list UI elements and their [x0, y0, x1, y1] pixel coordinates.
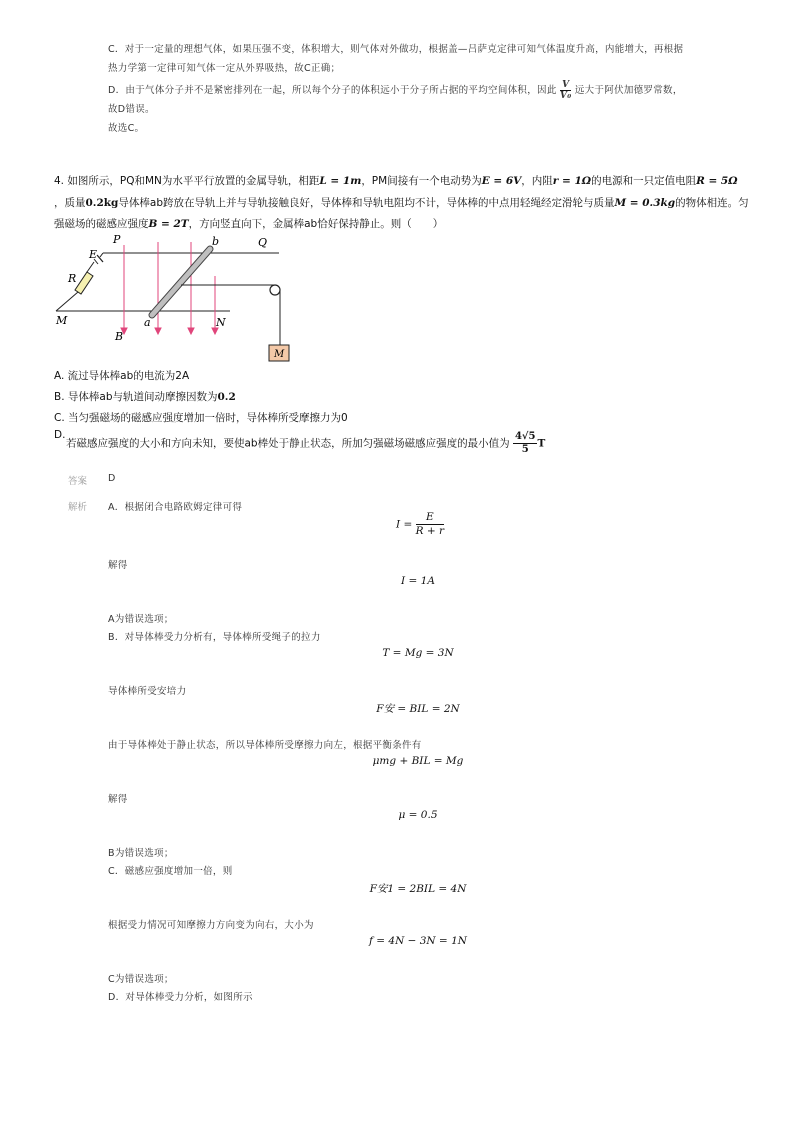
circuit-figure — [54, 232, 292, 364]
wire-segment — [87, 262, 94, 272]
equation-current: I = 1A — [401, 575, 435, 587]
label-b: b — [212, 235, 220, 248]
analysis-a-intro: A．根据闭合电路欧姆定律可得 — [108, 502, 243, 513]
label-P: P — [113, 233, 121, 246]
option-b-text: B. 导体棒ab与轨道间动摩擦因数为 — [54, 391, 218, 403]
prev-solution-d-line2: 故D错误。 — [108, 104, 155, 115]
prev-solution-d-pre: D．由于气体分子并不是紧密排列在一起，所以每个分子的体积远小于分子所占据的平均空间体积，因此 — [108, 85, 557, 96]
question-text: 如图所示，PQ和MN为水平平行放置的金属导轨，相距 — [67, 175, 320, 187]
rod-ab — [152, 249, 210, 315]
equation-balance: μmg + BIL = Mg — [372, 755, 464, 767]
equation-double-field: F安1 = 2BIL = 4N — [369, 883, 467, 895]
equation-ohm — [370, 511, 470, 538]
label-Q: Q — [258, 236, 268, 249]
wire-segment — [56, 292, 78, 311]
answer-value: D — [108, 473, 116, 484]
option-d-unit: T — [537, 437, 546, 450]
analysis-b-ampere: 导体棒所受安培力 — [108, 686, 187, 697]
prev-solution-conclusion: 故选C。 — [108, 123, 145, 134]
value-M: M = 0.3kg — [614, 197, 676, 209]
question-text: ，方向竖直向下，金属棒ab恰好保持静止。则（ ） — [188, 218, 444, 230]
analysis-b-wrong: B为错误选项； — [108, 848, 174, 859]
question-text: ，内阻 — [521, 175, 553, 187]
option-d-body — [66, 431, 545, 456]
equation-mu: μ = 0.5 — [398, 809, 438, 821]
fraction-denominator: V₀ — [559, 91, 572, 101]
label-E: E — [89, 248, 98, 261]
label-R: R — [68, 272, 77, 285]
fraction-numerator: E — [416, 511, 444, 525]
battery-long-plate — [97, 255, 103, 262]
answer-label: 答案 — [68, 476, 88, 487]
value-B: B = 2T — [148, 218, 189, 230]
prev-solution-d-line1 — [108, 80, 683, 101]
value-R: R = 5Ω — [696, 175, 738, 187]
question-text: 强磁场的磁感应强度 — [54, 218, 149, 230]
value-L: L = 1m — [319, 175, 362, 187]
equation-fraction — [416, 511, 444, 538]
fraction-denominator: R + r — [415, 525, 445, 537]
resistor-shape — [75, 272, 93, 294]
option-a: A. 流过导体棒ab的电流为2A — [54, 370, 190, 382]
question-number: 4. — [54, 175, 65, 187]
option-b — [54, 389, 236, 404]
value-m: 0.2kg — [85, 197, 119, 209]
analysis-d-intro: D．对导体棒受力分析，如图所示 — [108, 992, 253, 1003]
analysis-solve-1: 解得 — [108, 560, 128, 571]
label-a: a — [144, 316, 151, 329]
question-line-2 — [54, 195, 749, 210]
prev-solution-d-post: 远大于阿伏加德罗常数， — [574, 85, 683, 96]
equation-friction: f = 4N − 3N = 1N — [369, 935, 467, 947]
option-b-value: 0.2 — [217, 391, 236, 403]
fraction-numerator: 4√5 — [514, 431, 536, 442]
prev-solution-c-line2: 热力学第一定律可知气体一定从外界吸热，故C正确； — [108, 63, 341, 74]
option-d — [54, 429, 65, 441]
analysis-c-force: 根据受力情况可知摩擦力方向变为向右，大小为 — [108, 920, 314, 931]
equation-lhs: I = — [395, 518, 413, 531]
pulley — [270, 285, 280, 295]
analysis-a-wrong: A为错误选项； — [108, 614, 174, 625]
option-c: C. 当匀强磁场的磁感应强度增加一倍时，导体棒所受摩擦力为0 — [54, 412, 348, 424]
analysis-b-static: 由于导体棒处于静止状态，所以导体棒所受摩擦力向左，根据平衡条件有 — [108, 740, 422, 751]
question-text: ，PM间接有一个电动势为 — [361, 175, 482, 187]
question-line-1 — [54, 173, 738, 188]
analysis-c-wrong: C为错误选项； — [108, 974, 174, 985]
question-line-3 — [54, 216, 443, 231]
question-text: 的电源和一只定值电阻 — [591, 175, 697, 187]
label-mass: M — [274, 349, 285, 360]
equation-tension: T = Mg = 3N — [382, 647, 454, 659]
prev-solution-c-line1: C．对于一定量的理想气体，如果压强不变，体积增大，则气体对外做功，根据盖—吕萨克定律可知气体温度升高，内能增大，再根据 — [108, 44, 684, 55]
prev-solution-fraction — [560, 80, 572, 101]
label-M-rail: M — [56, 314, 68, 327]
equation-ampere-force: F安 = BIL = 2N — [376, 703, 460, 715]
option-d-text: 若磁感应强度的大小和方向未知，要使ab棒处于静止状态，所加匀强磁场磁感应强度的最小值为 — [66, 437, 510, 450]
analysis-solve-2: 解得 — [108, 794, 128, 805]
option-d-fraction — [513, 431, 538, 456]
value-r: r = 1Ω — [552, 175, 592, 187]
analysis-label: 解析 — [68, 502, 88, 513]
question-text: 的物体相连。匀 — [675, 197, 749, 209]
label-B: B — [115, 330, 124, 343]
question-text: 导体棒ab跨放在导轨上并与导轨接触良好，导体棒和导轨电阻均不计，导体棒的中点用轻绳经定滑轮与质量 — [118, 197, 615, 209]
question-text: ，质量 — [54, 197, 86, 209]
analysis-c-intro: C．磁感应强度增加一倍，则 — [108, 866, 233, 877]
value-E: E = 6V — [481, 175, 522, 187]
fraction-numerator: V — [560, 80, 572, 91]
label-N: N — [216, 316, 226, 329]
analysis-b-intro: B．对导体棒受力分析有，导体棒所受绳子的拉力 — [108, 632, 321, 643]
wire-segment — [100, 253, 103, 257]
option-d-letter: D. — [54, 429, 66, 441]
fraction-denominator: 5 — [521, 444, 529, 455]
